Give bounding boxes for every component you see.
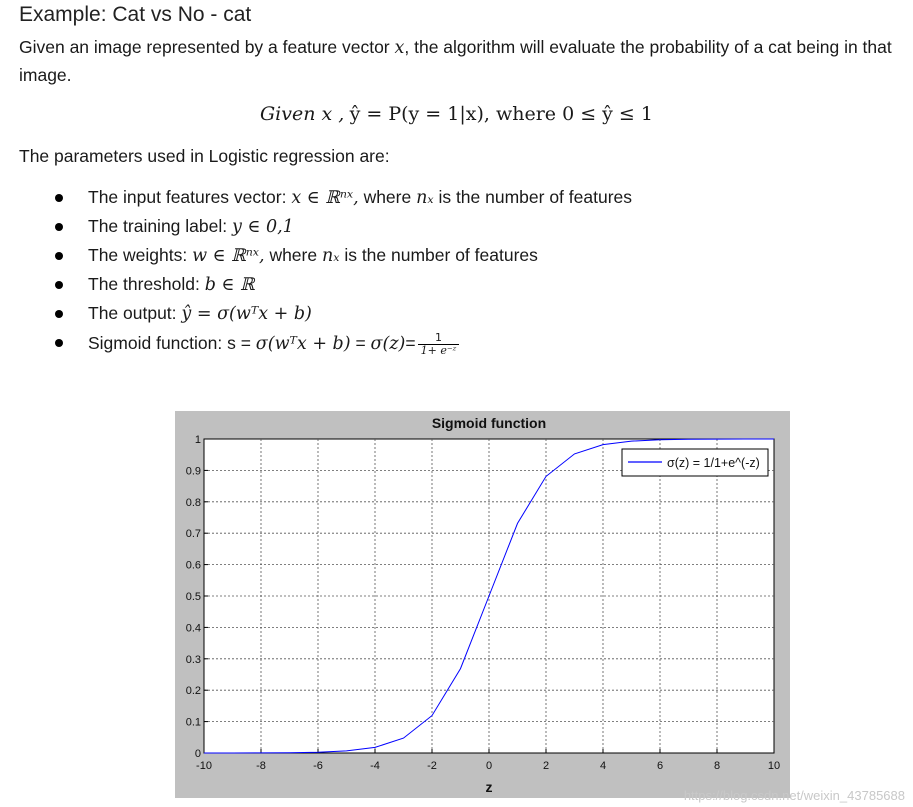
y-tick-label: 0.3 xyxy=(185,653,201,666)
y-tick-label: 0.2 xyxy=(185,685,201,698)
x-tick-label: 8 xyxy=(713,760,721,772)
bullet-text-2: is the number of features xyxy=(433,187,633,207)
bullet-text-2: = xyxy=(405,333,416,354)
legend xyxy=(622,449,768,476)
x-tick-label: -4 xyxy=(370,760,380,772)
x-tick-label: 0 xyxy=(485,760,493,772)
intro-part2: , the algorithm will evaluate the probability of a cat being in that image. xyxy=(19,37,892,85)
intro-var: x xyxy=(394,38,405,58)
bullet-label: Sigmoid function: s = xyxy=(88,333,256,354)
bullet-math-2: nₓ xyxy=(321,246,340,266)
bullet-text: where xyxy=(264,245,322,265)
x-tick-label: 4 xyxy=(599,760,607,772)
fraction-numerator: 1 xyxy=(418,332,460,345)
bullet-math: σ(wᵀx + b) xyxy=(255,334,351,355)
y-tick-label: 0.8 xyxy=(185,496,201,509)
x-tick-label: 6 xyxy=(656,760,664,772)
bullet-label: The input features vector: xyxy=(88,187,287,207)
bullet-label: The threshold: xyxy=(88,274,200,294)
bullet-math: x ∈ ℝⁿˣ, xyxy=(291,188,359,208)
watermark: https://blog.csdn.net/weixin_43785688 xyxy=(683,788,905,803)
bullet-math: b ∈ ℝ xyxy=(204,275,255,295)
intro-part1: Given an image represented by a feature vector xyxy=(19,37,395,57)
fraction-denominator: 1+ e⁻ᶻ xyxy=(420,344,457,357)
bullet-math: y ∈ 0,1 xyxy=(232,217,294,237)
bullet-label: The output: xyxy=(88,303,177,323)
x-tick-label: -6 xyxy=(313,760,323,772)
formula-given: Given x , xyxy=(260,103,345,125)
y-tick-label: 0 xyxy=(194,748,201,760)
x-axis-label: z xyxy=(485,779,493,795)
x-tick-label: -10 xyxy=(196,760,212,772)
bullet-math-2: σ(z) xyxy=(370,334,406,355)
bullet-math: w ∈ ℝⁿˣ, xyxy=(192,246,265,266)
bullet-math: ŷ = σ(wᵀx + b) xyxy=(181,304,312,324)
y-tick-label: 1 xyxy=(194,434,201,446)
bullet-text-2: is the number of features xyxy=(339,245,538,265)
bullet-math-2: nₓ xyxy=(416,188,434,208)
chart-title: Sigmoid function xyxy=(431,415,547,431)
formula-expression: ŷ = P(y = 1|x), where 0 ≤ ŷ ≤ 1 xyxy=(349,103,653,125)
x-tick-label: 2 xyxy=(542,760,550,772)
page-title: Example: Cat vs No - cat xyxy=(19,3,252,26)
y-tick-label: 0.9 xyxy=(185,465,201,478)
y-tick-label: 0.1 xyxy=(185,716,201,729)
params-heading: The parameters used in Logistic regression are: xyxy=(19,146,390,166)
legend-entry: σ(z) = 1/1+e^(-z) xyxy=(667,456,760,470)
x-tick-label: 10 xyxy=(767,760,781,772)
bullet-text: = xyxy=(350,333,371,354)
y-tick-label: 0.5 xyxy=(185,591,201,603)
bullet-label: The training label: xyxy=(88,216,228,236)
bullet-label: The weights: xyxy=(88,245,188,265)
x-tick-label: -8 xyxy=(256,760,266,772)
y-tick-label: 0.7 xyxy=(185,528,201,541)
x-tick-label: -2 xyxy=(427,760,437,772)
bullet-text: where xyxy=(358,187,417,207)
y-tick-label: 0.4 xyxy=(185,622,201,635)
y-tick-label: 0.6 xyxy=(185,559,201,572)
